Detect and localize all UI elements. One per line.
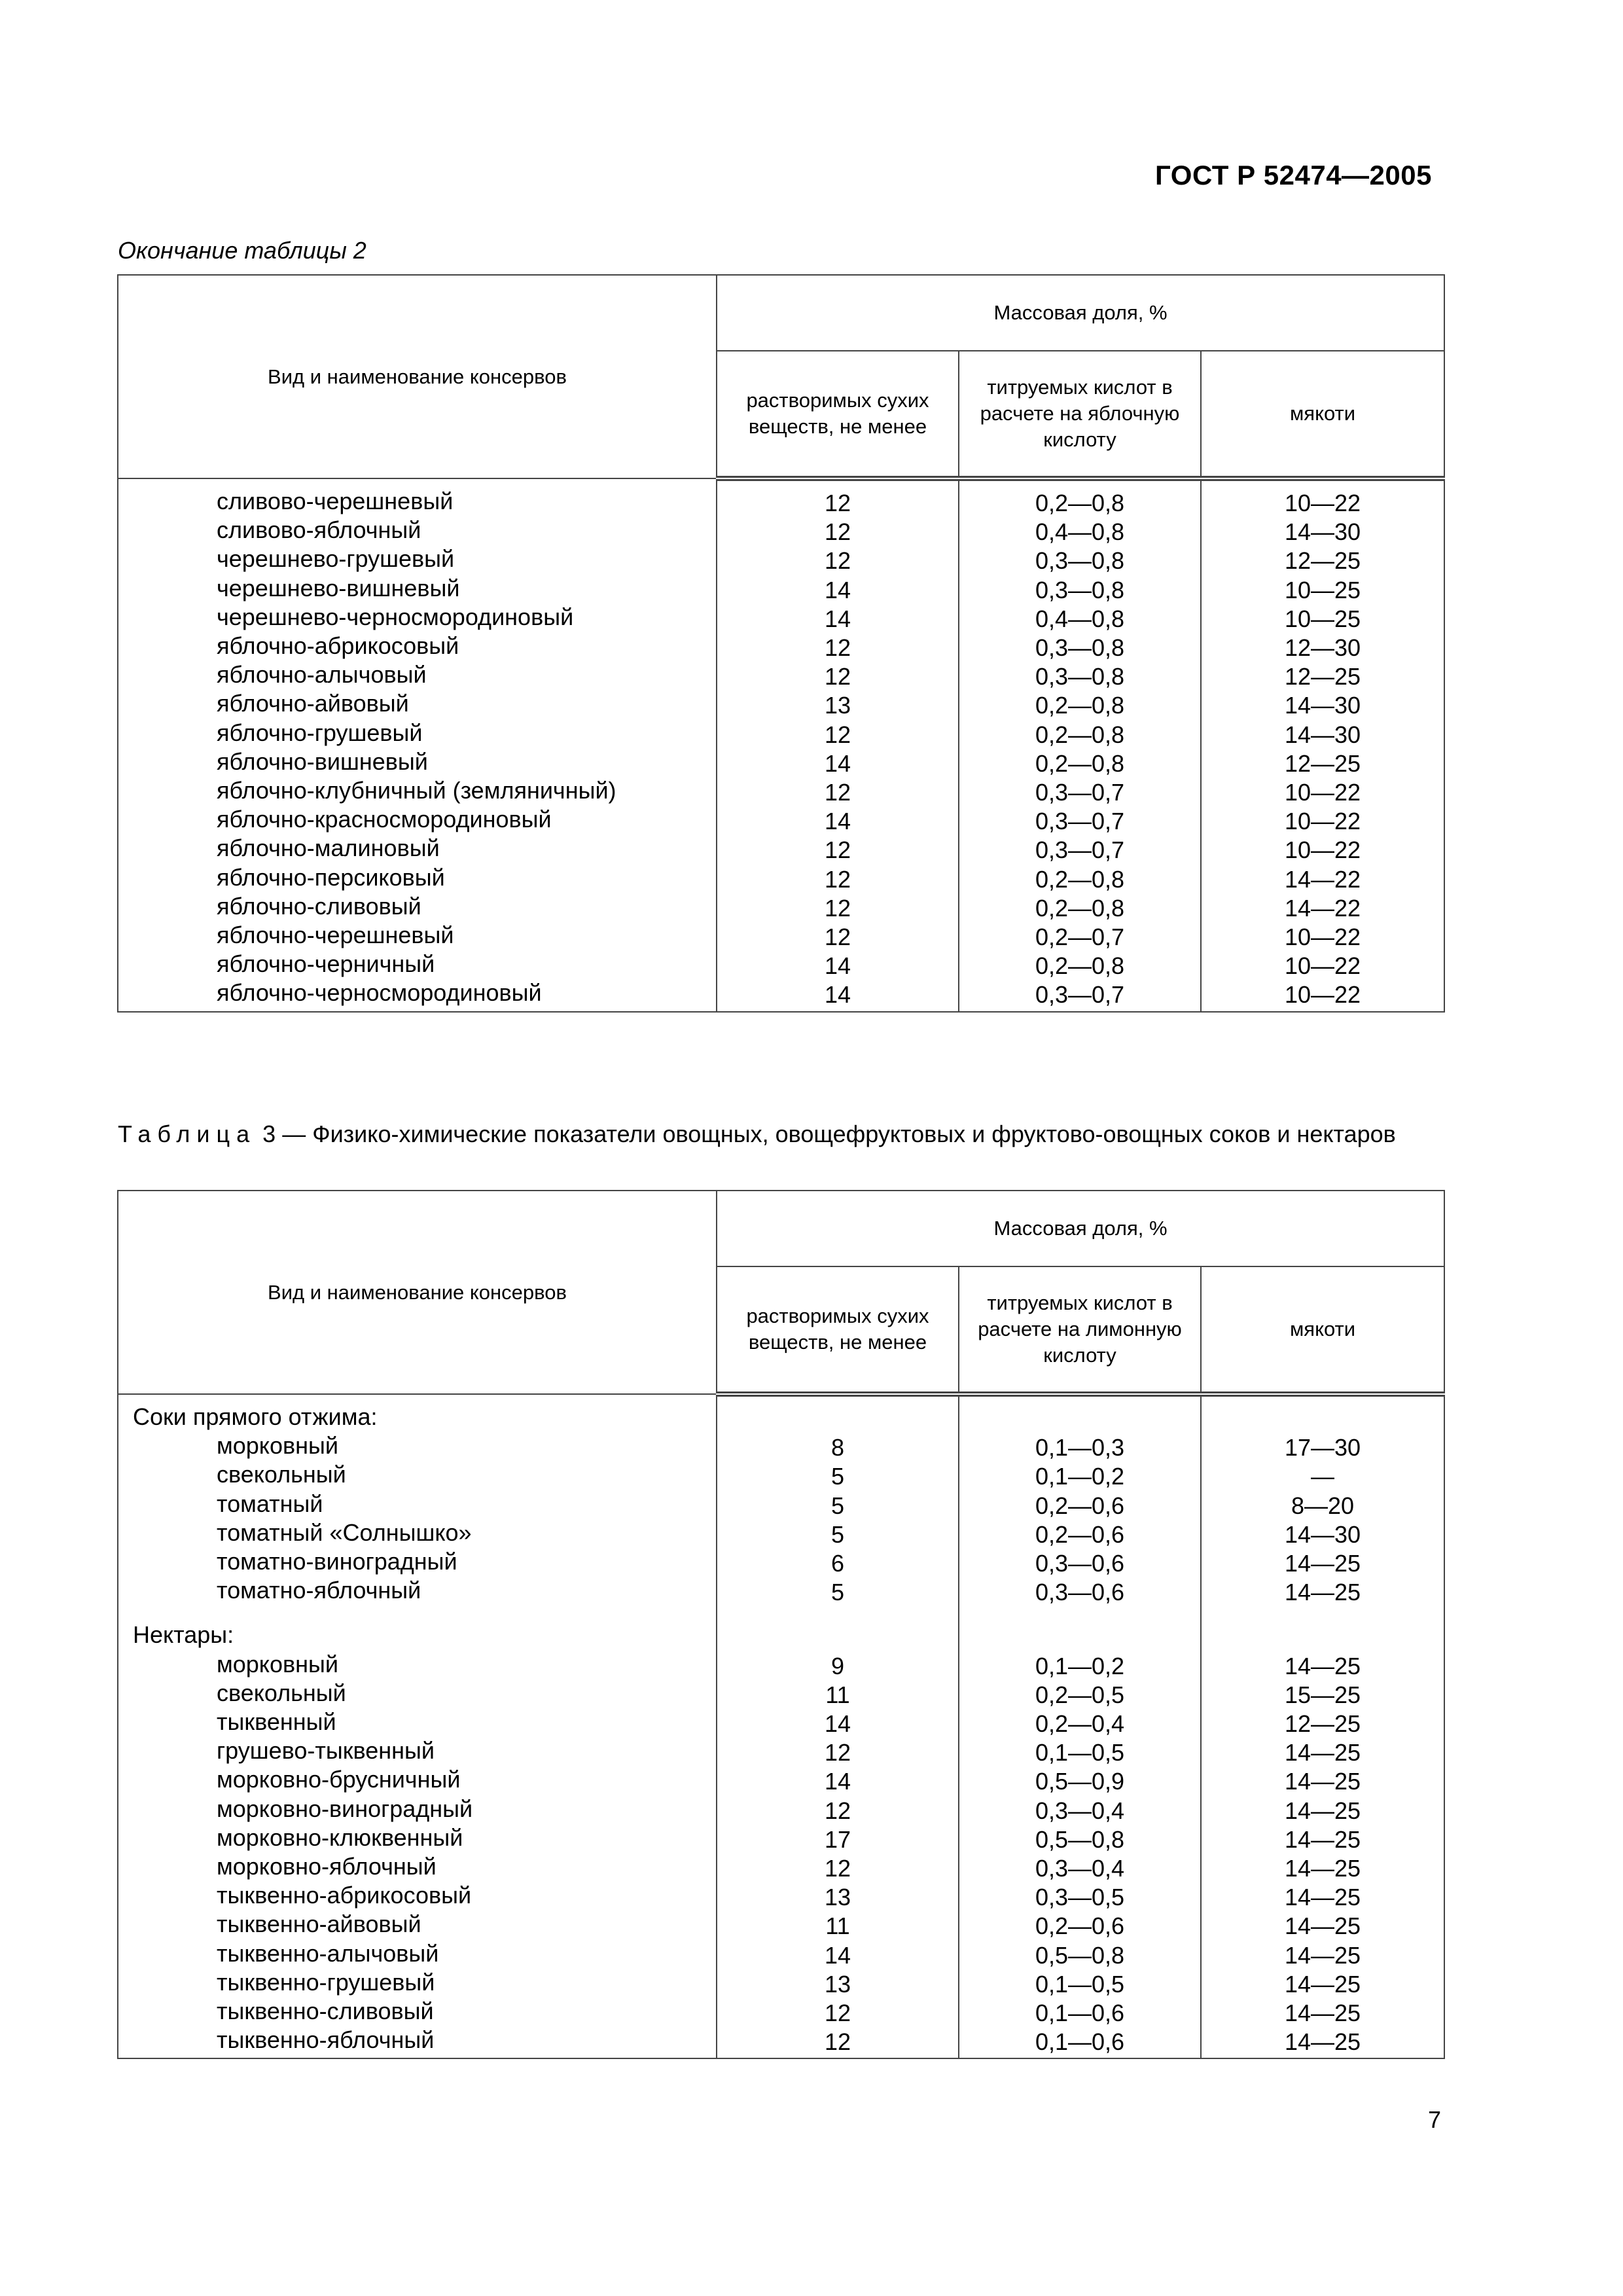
pulp-value: 12—25 xyxy=(1284,547,1361,575)
pulp-value: 10—22 xyxy=(1284,836,1361,864)
product-name: томатно-яблочный xyxy=(217,1577,421,1604)
solids-value: 12 xyxy=(824,663,851,691)
names-column xyxy=(118,478,717,1012)
solids-value: 6 xyxy=(830,1550,845,1577)
acids-value: 0,2—0,6 xyxy=(1035,1912,1125,1940)
solids-value: 14 xyxy=(824,1941,851,1969)
pulp-value: 10—25 xyxy=(1284,576,1361,603)
acids-value: 0,2—0,8 xyxy=(1035,865,1125,893)
group-title-spacer xyxy=(1202,1405,1444,1433)
acids-value: 0,1—0,2 xyxy=(1035,1652,1125,1679)
acids-value: 0,2—0,8 xyxy=(1035,721,1125,748)
solids-value: 17 xyxy=(824,1825,851,1853)
group-title: Нектары: xyxy=(133,1621,234,1649)
product-name: черешнево-грушевый xyxy=(217,545,455,573)
pulp-column-header: мякоти xyxy=(1201,1266,1444,1394)
product-name: сливово-яблочный xyxy=(217,516,421,544)
pulp-value: 12—30 xyxy=(1284,634,1361,662)
solids-value: 5 xyxy=(830,1463,845,1490)
pulp-value: 14—25 xyxy=(1284,1768,1361,1795)
solids-value: 12 xyxy=(824,865,851,893)
acids-value: 0,2—0,8 xyxy=(1035,749,1125,777)
acids-column-header: титруемых кислот в расчете на яблочную кислоту xyxy=(959,351,1201,478)
group-title-spacer xyxy=(1202,1623,1444,1651)
acids-value: 0,2—0,8 xyxy=(1035,952,1125,980)
pulp-value: 17—30 xyxy=(1284,1434,1361,1462)
solids-value: 9 xyxy=(830,1652,845,1679)
group-title-spacer xyxy=(959,1623,1200,1651)
product-name: томатный «Солнышко» xyxy=(217,1518,472,1546)
solids-value: 12 xyxy=(824,924,851,951)
name-column-header: Вид и наименование консервов xyxy=(118,1191,717,1394)
product-name: яблочно-сливовый xyxy=(217,892,421,920)
acids-column xyxy=(959,1394,1201,2058)
solids-value: 11 xyxy=(825,1681,850,1708)
product-name: тыквенно-грушевый xyxy=(217,1968,435,1996)
product-name: яблочно-красносмородиновый xyxy=(217,806,552,833)
pulp-value: 14—25 xyxy=(1284,1550,1361,1577)
acids-value: 0,3—0,7 xyxy=(1035,779,1125,806)
solids-value: 14 xyxy=(824,749,851,777)
mass-fraction-header: Массовая доля, % xyxy=(717,1191,1444,1266)
solids-value: 12 xyxy=(824,894,851,922)
acids-value: 0,2—0,7 xyxy=(1035,924,1125,951)
product-name: тыквенно-алычовый xyxy=(217,1939,439,1967)
solids-value: 14 xyxy=(824,1768,851,1795)
solids-value: 14 xyxy=(824,605,851,632)
acids-value: 0,2—0,6 xyxy=(1035,1520,1125,1548)
product-name: свекольный xyxy=(217,1461,346,1488)
pulp-value: — xyxy=(1311,1463,1335,1490)
page-number: 7 xyxy=(1427,2106,1441,2133)
product-name: черешнево-черносмородиновый xyxy=(217,603,574,630)
product-name: тыквенно-яблочный xyxy=(217,2026,435,2054)
product-name: морковно-яблочный xyxy=(217,1853,437,1880)
acids-value: 0,2—0,8 xyxy=(1035,894,1125,922)
pulp-value: 14—30 xyxy=(1284,721,1361,748)
table2 xyxy=(117,274,1445,1013)
product-name: яблочно-малиновый xyxy=(217,834,440,862)
acids-column xyxy=(959,478,1201,1012)
solids-value: 12 xyxy=(824,721,851,748)
acids-value: 0,1—0,3 xyxy=(1035,1434,1125,1462)
acids-value: 0,3—0,6 xyxy=(1035,1579,1125,1606)
product-name: яблочно-черносмородиновый xyxy=(217,979,542,1007)
pulp-value: 14—25 xyxy=(1284,1739,1361,1767)
acids-value: 0,3—0,4 xyxy=(1035,1855,1125,1882)
product-name: морковно-брусничный xyxy=(217,1766,461,1793)
solids-value: 12 xyxy=(824,2000,851,2027)
product-name: морковный xyxy=(217,1650,338,1677)
pulp-value: 14—25 xyxy=(1284,1797,1361,1824)
solids-value: 12 xyxy=(824,836,851,864)
acids-value: 0,1—0,2 xyxy=(1035,1463,1125,1490)
pulp-value: 10—22 xyxy=(1284,490,1361,516)
solids-column xyxy=(717,1394,959,2058)
pulp-value: 14—22 xyxy=(1284,894,1361,922)
pulp-value: 14—25 xyxy=(1284,2028,1361,2056)
acids-value: 0,5—0,8 xyxy=(1035,1825,1125,1853)
acids-value: 0,3—0,8 xyxy=(1035,663,1125,691)
group-spacer xyxy=(717,1607,958,1623)
product-name: тыквенный xyxy=(217,1708,336,1736)
acids-value: 0,1—0,5 xyxy=(1035,1970,1125,1998)
pulp-value: 14—25 xyxy=(1284,1652,1361,1679)
pulp-value: 10—22 xyxy=(1284,924,1361,951)
solids-value: 11 xyxy=(825,1912,850,1940)
pulp-value: 14—25 xyxy=(1284,1912,1361,1940)
product-name: яблочно-персиковый xyxy=(217,863,445,891)
pulp-value: 10—25 xyxy=(1284,605,1361,632)
table3-caption-label: Таблица xyxy=(118,1121,257,1147)
names-column xyxy=(118,1394,717,2058)
pulp-value: 10—22 xyxy=(1284,808,1361,835)
acids-value: 0,3—0,8 xyxy=(1035,547,1125,575)
solids-value: 12 xyxy=(824,518,851,546)
acids-value: 0,2—0,8 xyxy=(1035,692,1125,719)
pulp-value: 14—25 xyxy=(1284,1825,1361,1853)
product-name: морковный xyxy=(217,1432,338,1460)
acids-value: 0,5—0,8 xyxy=(1035,1941,1125,1969)
group-title-spacer xyxy=(717,1623,958,1651)
product-name: яблочно-грушевый xyxy=(217,719,423,746)
pulp-column-header: мякоти xyxy=(1201,351,1444,478)
solids-value: 14 xyxy=(824,1710,851,1738)
group-title-spacer xyxy=(959,1405,1200,1433)
acids-value: 0,1—0,6 xyxy=(1035,2028,1125,2056)
solids-value: 12 xyxy=(824,1739,851,1767)
solids-value: 12 xyxy=(824,490,851,516)
acids-value: 0,1—0,6 xyxy=(1035,2000,1125,2027)
acids-value: 0,3—0,4 xyxy=(1035,1797,1125,1824)
product-name: сливово-черешневый xyxy=(217,488,454,514)
acids-value: 0,3—0,7 xyxy=(1035,808,1125,835)
pulp-value: 14—25 xyxy=(1284,1855,1361,1882)
product-name: томатный xyxy=(217,1490,323,1517)
acids-value: 0,3—0,5 xyxy=(1035,1884,1125,1911)
solids-value: 8 xyxy=(830,1434,845,1462)
acids-value: 0,4—0,8 xyxy=(1035,605,1125,632)
solids-value: 12 xyxy=(824,1797,851,1824)
pulp-value: 14—22 xyxy=(1284,865,1361,893)
acids-value: 0,2—0,4 xyxy=(1035,1710,1125,1738)
product-name: яблочно-клубничный (земляничный) xyxy=(217,777,616,804)
solids-value: 14 xyxy=(824,952,851,980)
product-name: морковно-клюквенный xyxy=(217,1823,463,1851)
solids-column xyxy=(717,478,959,1012)
group-title: Соки прямого отжима: xyxy=(133,1403,378,1430)
pulp-value: 14—25 xyxy=(1284,1970,1361,1998)
mass-fraction-header: Массовая доля, % xyxy=(717,275,1444,351)
product-name: морковно-виноградный xyxy=(217,1795,473,1822)
pulp-value: 14—30 xyxy=(1284,692,1361,719)
product-name: яблочно-абрикосовый xyxy=(217,632,459,660)
name-column-header: Вид и наименование консервов xyxy=(118,275,717,478)
acids-value: 0,1—0,5 xyxy=(1035,1739,1125,1767)
solids-column-header: растворимых сухих веществ, не менее xyxy=(717,1266,959,1394)
product-name: тыквенно-айвовый xyxy=(217,1910,421,1938)
pulp-column xyxy=(1201,478,1444,1012)
product-name: черешнево-вишневый xyxy=(217,574,460,601)
pulp-value: 15—25 xyxy=(1284,1681,1361,1708)
acids-value: 0,3—0,7 xyxy=(1035,836,1125,864)
pulp-value: 10—22 xyxy=(1284,981,1361,1009)
table2-caption: Окончание таблицы 2 xyxy=(118,237,366,264)
product-name: яблочно-айвовый xyxy=(217,690,409,717)
acids-value: 0,3—0,6 xyxy=(1035,1550,1125,1577)
pulp-value: 14—25 xyxy=(1284,1579,1361,1606)
solids-value: 13 xyxy=(824,1884,851,1911)
acids-value: 0,2—0,6 xyxy=(1035,1492,1125,1519)
solids-value: 5 xyxy=(830,1492,845,1519)
product-name: тыквенно-абрикосовый xyxy=(217,1882,472,1909)
acids-value: 0,3—0,8 xyxy=(1035,576,1125,603)
pulp-value: 8—20 xyxy=(1291,1492,1355,1519)
product-name: свекольный xyxy=(217,1679,346,1706)
acids-value: 0,5—0,9 xyxy=(1035,1768,1125,1795)
pulp-value: 14—25 xyxy=(1284,1941,1361,1969)
solids-value: 12 xyxy=(824,547,851,575)
product-name: томатно-виноградный xyxy=(217,1548,457,1575)
pulp-value: 14—25 xyxy=(1284,2000,1361,2027)
product-name: яблочно-черешневый xyxy=(217,922,454,949)
solids-value: 12 xyxy=(824,2028,851,2056)
table3-caption-text: 3 — Физико-химические показатели овощных, овощефруктовых и фруктово-овощных соков и нектаров xyxy=(262,1121,1396,1147)
solids-value: 14 xyxy=(824,808,851,835)
solids-value: 5 xyxy=(830,1579,845,1606)
solids-column-header: растворимых сухих веществ, не менее xyxy=(717,351,959,478)
table3 xyxy=(117,1190,1445,2059)
pulp-value: 14—25 xyxy=(1284,1884,1361,1911)
solids-value: 13 xyxy=(824,692,851,719)
document-code: ГОСТ Р 52474—2005 xyxy=(1155,160,1432,190)
pulp-column xyxy=(1201,1394,1444,2058)
group-spacer xyxy=(118,1605,716,1621)
group-spacer xyxy=(1202,1607,1444,1623)
solids-value: 12 xyxy=(824,634,851,662)
product-name: яблочно-черничный xyxy=(217,950,435,978)
pulp-value: 12—25 xyxy=(1284,663,1361,691)
acids-value: 0,4—0,8 xyxy=(1035,518,1125,546)
solids-value: 13 xyxy=(824,1970,851,1998)
product-name: тыквенно-сливовый xyxy=(217,1998,434,2025)
acids-column-header: титруемых кислот в расчете на лимонную кислоту xyxy=(959,1266,1201,1394)
solids-value: 5 xyxy=(830,1520,845,1548)
solids-value: 12 xyxy=(824,1855,851,1882)
acids-value: 0,3—0,8 xyxy=(1035,634,1125,662)
group-spacer xyxy=(959,1607,1200,1623)
product-name: яблочно-алычовый xyxy=(217,661,427,689)
solids-value: 14 xyxy=(824,576,851,603)
acids-value: 0,2—0,8 xyxy=(1035,490,1125,516)
product-name: яблочно-вишневый xyxy=(217,747,428,775)
pulp-value: 14—30 xyxy=(1284,1520,1361,1548)
acids-value: 0,2—0,5 xyxy=(1035,1681,1125,1708)
group-title-spacer xyxy=(717,1405,958,1433)
table3-caption xyxy=(118,1121,1440,1148)
pulp-value: 14—30 xyxy=(1284,518,1361,546)
pulp-value: 12—25 xyxy=(1284,1710,1361,1738)
pulp-value: 12—25 xyxy=(1284,749,1361,777)
pulp-value: 10—22 xyxy=(1284,952,1361,980)
product-name: грушево-тыквенный xyxy=(217,1737,435,1765)
acids-value: 0,3—0,7 xyxy=(1035,981,1125,1009)
solids-value: 12 xyxy=(824,779,851,806)
solids-value: 14 xyxy=(824,981,851,1009)
pulp-value: 10—22 xyxy=(1284,779,1361,806)
